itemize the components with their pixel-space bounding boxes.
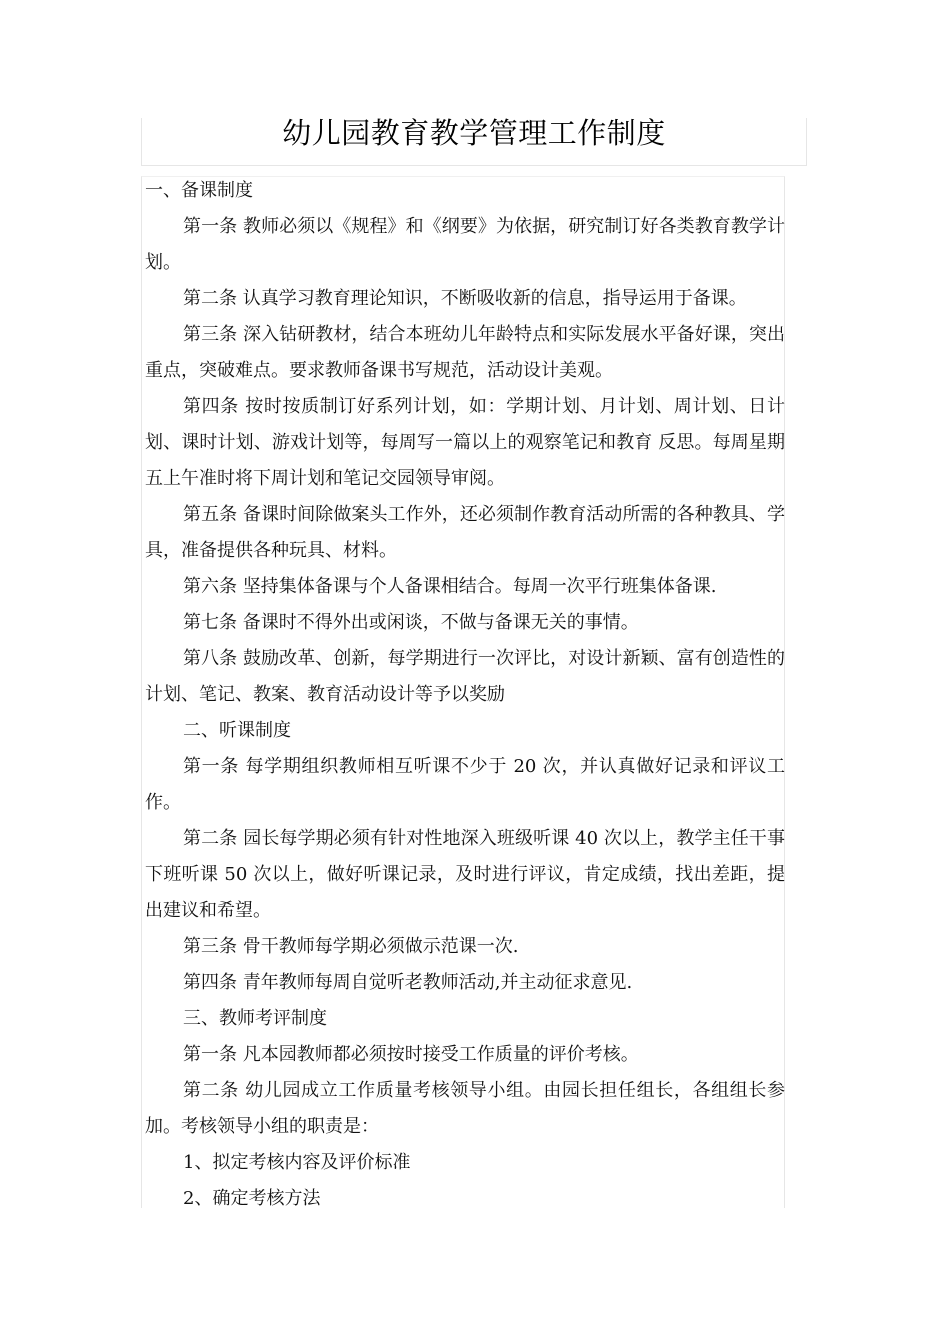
paragraph: 第一条 凡本园教师都必须按时接受工作质量的评价考核。	[183, 1044, 639, 1065]
paragraph: 第八条 鼓励改革、创新，每学期进行一次评比，对设计新颖、富有创造性的计划、笔记、教案、教育活动设计等予以奖励	[145, 648, 785, 705]
paragraph: 第七条 备课时不得外出或闲谈，不做与备课无关的事情。	[183, 612, 639, 633]
paragraph: 第二条 幼儿园成立工作质量考核领导小组。由园长担任组长，各组组长参加。考核领导小组的职责是：	[145, 1080, 785, 1137]
paragraph: 第二条 认真学习教育理论知识，不断吸收新的信息，指导运用于备课。	[183, 288, 747, 309]
paragraph: 2、确定考核方法	[183, 1188, 321, 1209]
paragraph: 三、教师考评制度	[183, 1008, 327, 1029]
paragraph: 一、备课制度	[145, 180, 253, 201]
paragraph: 第四条 青年教师每周自觉听老教师活动,并主动征求意见.	[183, 972, 633, 993]
paragraph: 1、拟定考核内容及评价标准	[183, 1152, 411, 1173]
paragraph: 二、听课制度	[183, 720, 291, 741]
paragraph: 第三条 深入钻研教材，结合本班幼儿年龄特点和实际发展水平备好课，突出重点，突破难点。要求教师备课书写规范，活动设计美观。	[145, 324, 785, 381]
paragraph: 第五条 备课时间除做案头工作外，还必须制作教育活动所需的各种教具、学具，准备提供各种玩具、材料。	[145, 504, 785, 561]
paragraph: 第四条 按时按质制订好系列计划，如：学期计划、月计划、周计划、日计划、课时计划、游戏计划等，每周写一篇以上的观察笔记和教育 反思。每周星期五上午准时将下周计划和笔记交园领导审阅。	[145, 396, 785, 489]
content-box	[141, 176, 785, 1208]
document-title: 幼儿园教育教学管理工作制度	[282, 116, 666, 150]
paragraph: 第二条 园长每学期必须有针对性地深入班级听课 40 次以上，教学主任干事下班听课 50 次以上，做好听课记录，及时进行评议，肯定成绩，找出差距，提出建议和希望。	[145, 828, 785, 921]
paragraph: 第六条 坚持集体备课与个人备课相结合。每周一次平行班集体备课.	[183, 576, 717, 597]
paragraph: 第一条 教师必须以《规程》和《纲要》为依据，研究制订好各类教育教学计划。	[145, 216, 785, 273]
title-box	[141, 118, 807, 166]
paragraph: 第三条 骨干教师每学期必须做示范课一次.	[183, 936, 519, 957]
document-body	[145, 173, 785, 1217]
paragraph: 第一条 每学期组织教师相互听课不少于 20 次，并认真做好记录和评议工作。	[145, 756, 785, 813]
